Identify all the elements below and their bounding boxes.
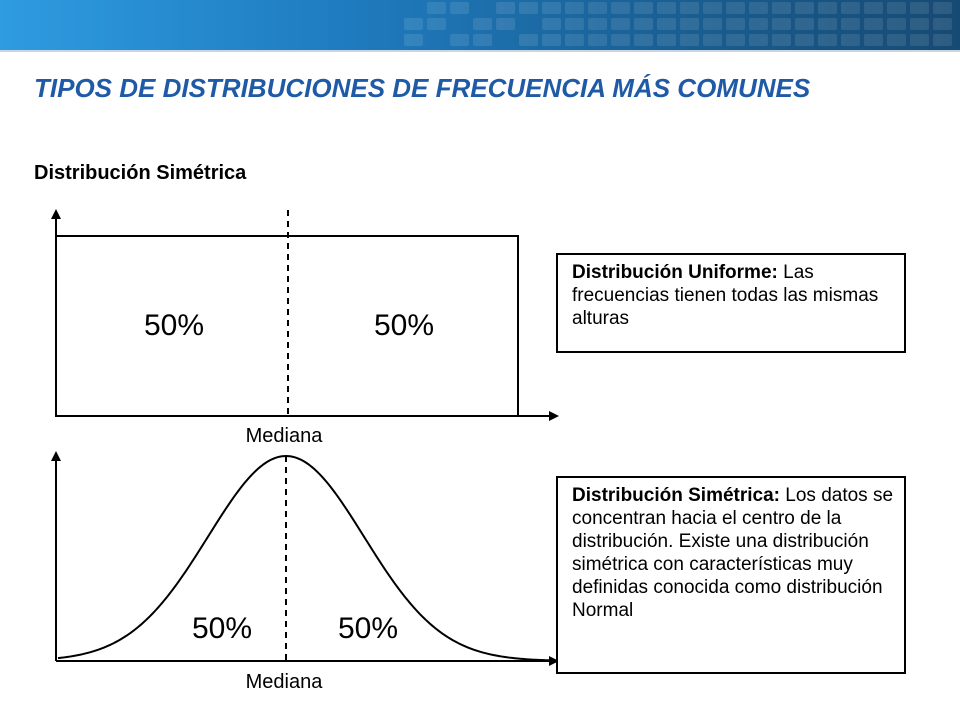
banner-tile [887,2,906,14]
banner-tile [726,18,745,30]
banner-tile [933,34,952,46]
symmetric-right-percent: 50% [337,612,399,645]
banner-tile [818,2,837,14]
slide-title: TIPOS DE DISTRIBUCIONES DE FRECUENCIA MÁS COMUNES [34,73,811,103]
banner-tile [450,2,469,14]
banner-tiles-decoration [400,0,960,50]
banner-tile [933,18,952,30]
banner-tile [611,34,630,46]
banner-tile [542,2,561,14]
banner-tile [726,2,745,14]
banner-tile [588,2,607,14]
banner-tile [496,18,515,30]
banner-tile [933,2,952,14]
banner-tile [841,18,860,30]
banner-tile [542,18,561,30]
banner-tile [565,2,584,14]
uniform-median-label: Mediana [245,425,323,447]
uniform-panel [56,210,554,447]
banner-tile [841,34,860,46]
banner-tile [565,34,584,46]
banner-tile [657,2,676,14]
banner-tile [864,2,883,14]
banner-tile [726,34,745,46]
banner-tile [634,2,653,14]
uniform-right-percent: 50% [373,309,435,342]
banner-tile [749,34,768,46]
banner-tile [496,2,515,14]
banner-tile [680,2,699,14]
banner-tile [864,34,883,46]
banner-tile [519,2,538,14]
banner-tile [749,18,768,30]
banner-tile [772,18,791,30]
normal-curve [58,456,552,660]
banner-tile [588,34,607,46]
uniform-description-title: Distribución Uniforme: [572,262,778,283]
symmetric-left-percent: 50% [191,612,253,645]
banner-tile [634,34,653,46]
slide-subtitle: Distribución Simétrica [34,162,247,184]
banner-tile [427,2,446,14]
symmetric-panel [56,456,554,693]
symmetric-description-title: Distribución Simétrica: [572,485,780,506]
banner-tile [841,2,860,14]
banner-tile [427,18,446,30]
banner-tile [404,34,423,46]
banner-tile [910,34,929,46]
banner-tile [657,18,676,30]
banner-tile [703,34,722,46]
uniform-description-text: Las frecuencias tienen todas las mismas alturas [572,262,879,329]
banner-tile [887,34,906,46]
banner-tile [680,18,699,30]
banner-tile [864,18,883,30]
banner-tile [588,18,607,30]
banner-tile [450,34,469,46]
uniform-left-percent: 50% [143,309,205,342]
banner-tile [772,2,791,14]
header-banner [0,0,960,50]
banner-tile [565,18,584,30]
banner-tile [542,34,561,46]
banner-tile [818,34,837,46]
banner-tile [749,2,768,14]
banner-tile [703,18,722,30]
symmetric-description-box [556,476,906,674]
banner-tile [611,2,630,14]
banner-tile [473,34,492,46]
symmetric-description-text: Los datos se concentran hacia el centro de la distribución. Existe una distribución simétrica con características muy definidas conocida como distribución Normal [572,485,894,621]
banner-tile [473,18,492,30]
banner-tile [611,18,630,30]
banner-tile [519,34,538,46]
banner-tile [818,18,837,30]
banner-tile [910,2,929,14]
banner-tile [887,18,906,30]
banner-divider [0,50,960,52]
banner-tile [404,18,423,30]
banner-tile [634,18,653,30]
banner-tile [657,34,676,46]
banner-tile [795,18,814,30]
uniform-description-box [556,253,906,353]
banner-tile [703,2,722,14]
symmetric-median-label: Mediana [245,671,323,693]
banner-tile [795,34,814,46]
banner-tile [910,18,929,30]
banner-tile [772,34,791,46]
banner-tile [680,34,699,46]
banner-tile [795,2,814,14]
